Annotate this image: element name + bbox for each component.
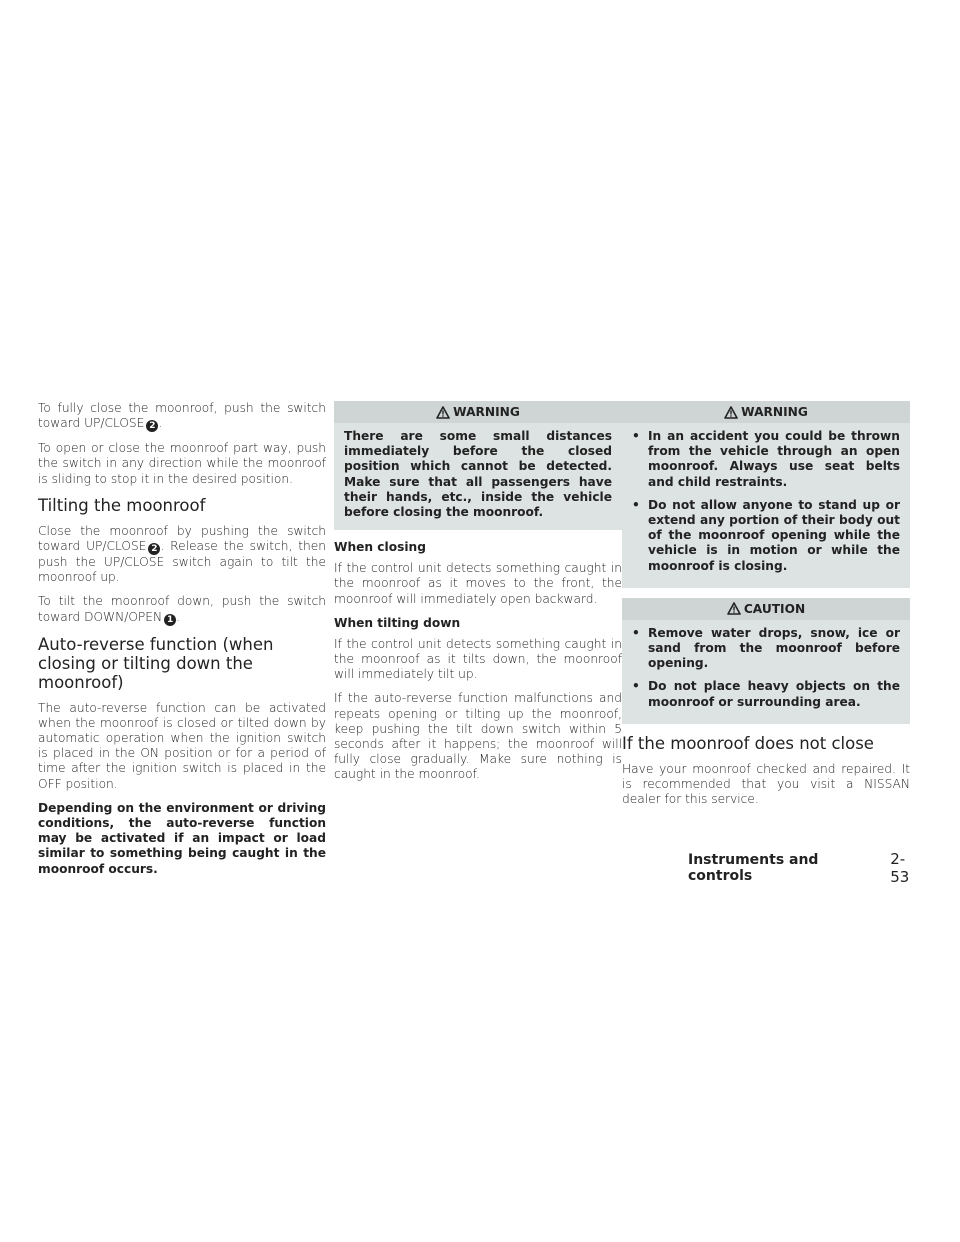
heading-not-close: If the moonroof does not close bbox=[622, 733, 874, 753]
heading-when-closing: When closing bbox=[334, 540, 426, 555]
warning-list bbox=[622, 429, 910, 574]
caution-triangle-icon bbox=[727, 602, 741, 615]
heading-when-tilting: When tilting down bbox=[334, 615, 461, 630]
caution-header bbox=[622, 598, 910, 620]
warning-box bbox=[334, 401, 622, 530]
paragraph-not-close: Have your moonroof checked and repaired. It is recommended that you visit a NISSAN dealer for this service. bbox=[622, 761, 910, 807]
footer-section-title: Instruments and controls bbox=[688, 852, 819, 884]
paragraph-auto-reverse-note: Depending on the environment or driving conditions, the auto-reverse function may be activated if an impact or load similar to something being caught in the moonroof occurs. bbox=[38, 800, 326, 876]
heading-tilting: Tilting the moonroof bbox=[38, 495, 206, 515]
caution-box bbox=[622, 598, 910, 724]
warning-header bbox=[622, 401, 910, 423]
list-item: • Remove water drops, snow, ice or sand from the moonroof before opening. bbox=[632, 626, 900, 672]
column-middle bbox=[334, 401, 622, 792]
paragraph-tilt-down: To tilt the moonroof down, push the switch toward DOWN/OPEN 1 . bbox=[38, 594, 326, 625]
page-footer bbox=[688, 850, 923, 886]
paragraph-malfunction: If the auto-reverse function malfunctions and repeats opening or tilting up the moonroof, keep pushing the tilt down switch within 5 seconds after it happens; the moonroof will fully close gradually. Make sure nothing is caught in the moonroof. bbox=[334, 691, 622, 782]
page-number: 2-53 bbox=[890, 850, 910, 886]
warning-box bbox=[622, 401, 910, 588]
paragraph-auto-reverse: The auto-reverse function can be activated when the moonroof is closed or tilted down by automatic operation when the ignition switch is placed in the ON position or for a period of time after the ignition switch is placed in the OFF position. bbox=[38, 700, 326, 791]
warning-header bbox=[334, 401, 622, 423]
column-left bbox=[38, 401, 326, 886]
heading-auto-reverse: Auto-reverse function (when closing or tilting down the moonroof) bbox=[38, 634, 274, 692]
warning-text: There are some small distances immediately before the closed position which cannot be detected. Make sure that all passengers have their hands, etc., inside the vehicle before closing the moonroof. bbox=[344, 429, 612, 520]
list-item: • In an accident you could be thrown from the vehicle through an open moonroof. Always use seat belts and child restraints. bbox=[632, 429, 900, 490]
warning-label: WARNING bbox=[453, 405, 520, 419]
list-item: • Do not allow anyone to stand up or extend any portion of their body out of the moonroof opening while the vehicle is in motion or while the moonroof is closing. bbox=[632, 498, 900, 574]
paragraph-part-way: To open or close the moonroof part way, push the switch in any direction while the moonroof is sliding to stop it in the desired position. bbox=[38, 441, 326, 486]
warning-triangle-icon bbox=[436, 406, 450, 419]
paragraph-when-closing: If the control unit detects something caught in the moonroof as it moves to the front, the moonroof will immediately open backward. bbox=[334, 561, 622, 606]
callout-2-icon: 2 bbox=[146, 420, 158, 432]
paragraph-tilt-up: Close the moonroof by pushing the switch toward UP/CLOSE 2 . Release the switch, then push the UP/CLOSE switch again to tilt the moonroof up. bbox=[38, 523, 326, 585]
paragraph-when-tilting: If the control unit detects something caught in the moonroof as it tilts down, the moonroof will immediately tilt up. bbox=[334, 636, 622, 682]
caution-list bbox=[622, 626, 910, 710]
list-item: • Do not place heavy objects on the moonroof or surrounding area. bbox=[632, 679, 900, 709]
column-right bbox=[622, 401, 910, 816]
caution-label: CAUTION bbox=[743, 601, 806, 616]
warning-triangle-icon bbox=[724, 406, 738, 419]
callout-2-icon: 2 bbox=[148, 543, 160, 555]
paragraph-fully-close: To fully close the moonroof, push the switch toward UP/CLOSE 2 . bbox=[38, 401, 326, 432]
callout-1-icon: 1 bbox=[164, 614, 176, 626]
warning-label: WARNING bbox=[741, 405, 808, 419]
